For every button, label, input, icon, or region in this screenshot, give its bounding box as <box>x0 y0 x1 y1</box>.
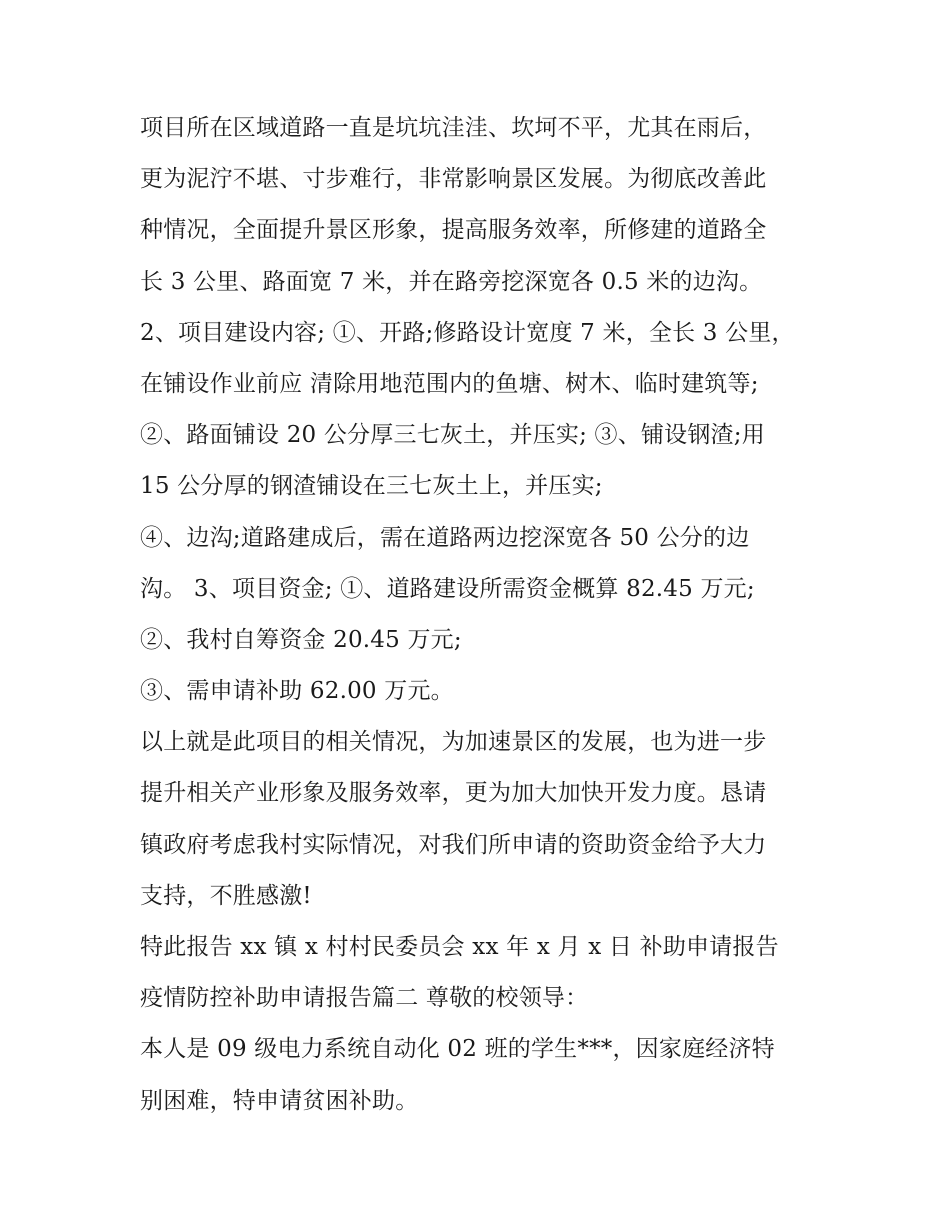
text-line: 本人是 09 级电力系统自动化 02 班的学生***，因家庭经济特 <box>140 1036 775 1063</box>
text-line: 更为泥泞不堪、寸步难行，非常影响景区发展。为彻底改善此 <box>140 166 767 193</box>
text-line: 在铺设作业前应 清除用地范围内的鱼塘、树木、临时建筑等; <box>140 370 759 397</box>
text-line: 项目所在区域道路一直是坑坑洼洼、坎坷不平，尤其在雨后， <box>140 115 767 141</box>
text-line: 别困难，特申请贫困补助。 <box>140 1087 419 1114</box>
text-line: 以上就是此项目的相关情况，为加速景区的发展，也为进一步 <box>140 729 767 756</box>
text-line: ②、路面铺设 20 公分厚三七灰土，并压实; ③、铺设钢渣;用 <box>140 422 765 449</box>
text-line: ③、需申请补助 62.00 万元。 <box>140 678 454 705</box>
text-line: 疫情防控补助申请报告篇二 尊敬的校领导： <box>140 985 589 1012</box>
text-line: 2、项目建设内容; ①、开路;修路设计宽度 7 米，全长 3 公里， <box>140 319 795 346</box>
text-line: 长 3 公里、路面宽 7 米，并在路旁挖深宽各 0.5 米的边沟。 <box>140 268 763 295</box>
text-line: ④、边沟;道路建成后，需在道路两边挖深宽各 50 公分的边 <box>140 524 750 551</box>
text-line: 镇政府考虑我村实际情况，对我们所申请的资助资金给予大力 <box>140 831 767 858</box>
text-line: 特此报告 xx 镇 x 村村民委员会 xx 年 x 月 x 日 补助申请报告 <box>140 934 779 960</box>
document-body <box>140 103 830 1127</box>
text-line: 沟。 3、项目资金; ①、道路建设所需资金概算 82.45 万元; <box>140 575 755 602</box>
text-line: 提升相关产业形象及服务效率，更为加大加快开发力度。恳请 <box>140 780 767 807</box>
text-line: 支持，不胜感激! <box>140 882 312 909</box>
text-line: 15 公分厚的钢渣铺设在三七灰土上，并压实; <box>140 473 603 500</box>
text-line: 种情况，全面提升景区形象，提高服务效率，所修建的道路全 <box>140 217 767 244</box>
text-line: ②、我村自筹资金 20.45 万元; <box>140 626 462 653</box>
